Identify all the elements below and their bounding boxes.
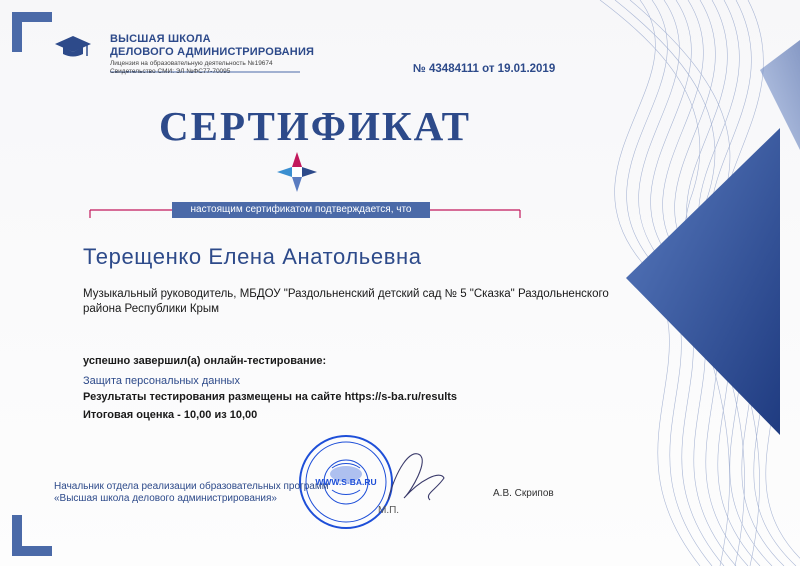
decor-triangle-right [626, 128, 780, 435]
org-name [110, 33, 314, 59]
certificate-number: № 43484111 от 19.01.2019 [413, 63, 556, 75]
recipient-name: Терещенко Елена Анатольевна [83, 244, 422, 269]
org-media-cert: Свидетельство СМИ: ЭЛ №ФС77-70095 [110, 68, 231, 75]
final-score: Итоговая оценка - 10,00 из 10,00 [83, 409, 258, 421]
results-text: Результаты тестирования размещены на сайте https://s-ba.ru/results [83, 391, 458, 403]
org-license-block [110, 60, 273, 76]
stamp-center-text: WWW.S-BA.RU [315, 477, 377, 487]
course-name: Защита персональных данных [83, 375, 240, 387]
certificate-title: СЕРТИФИКАТ [159, 103, 471, 149]
star-emblem-icon [277, 152, 317, 192]
seal-mark: М.П. [378, 505, 400, 516]
org-name-line2: ДЕЛОВОГО АДМИНИСТРИРОВАНИЯ [110, 46, 315, 58]
graduation-cap-icon [55, 36, 91, 57]
confirm-banner: настоящим сертификатом подтверждается, что [172, 202, 430, 218]
org-license: Лицензия на образовательную деятельность №19674 [110, 60, 273, 67]
recipient-position: Музыкальный руководитель, МБДОУ "Раздольненский детский сад № 5 "Сказка" Раздольненского района Республики Крым [83, 288, 609, 315]
signer-name: А.В. Скрипов [493, 488, 554, 499]
head-title [54, 481, 329, 505]
corner-tl-bar2 [12, 12, 52, 22]
head-title-line1: Начальник отдела реализации образовательных программ [54, 481, 329, 492]
org-name-line1: ВЫСШАЯ ШКОЛА [110, 33, 211, 45]
completed-text: успешно завершил(а) онлайн-тестирование: [83, 355, 327, 367]
head-title-line2: «Высшая школа делового администрирования» [54, 493, 277, 504]
signature-scribble [388, 454, 444, 500]
corner-bl-bar2 [12, 546, 52, 556]
